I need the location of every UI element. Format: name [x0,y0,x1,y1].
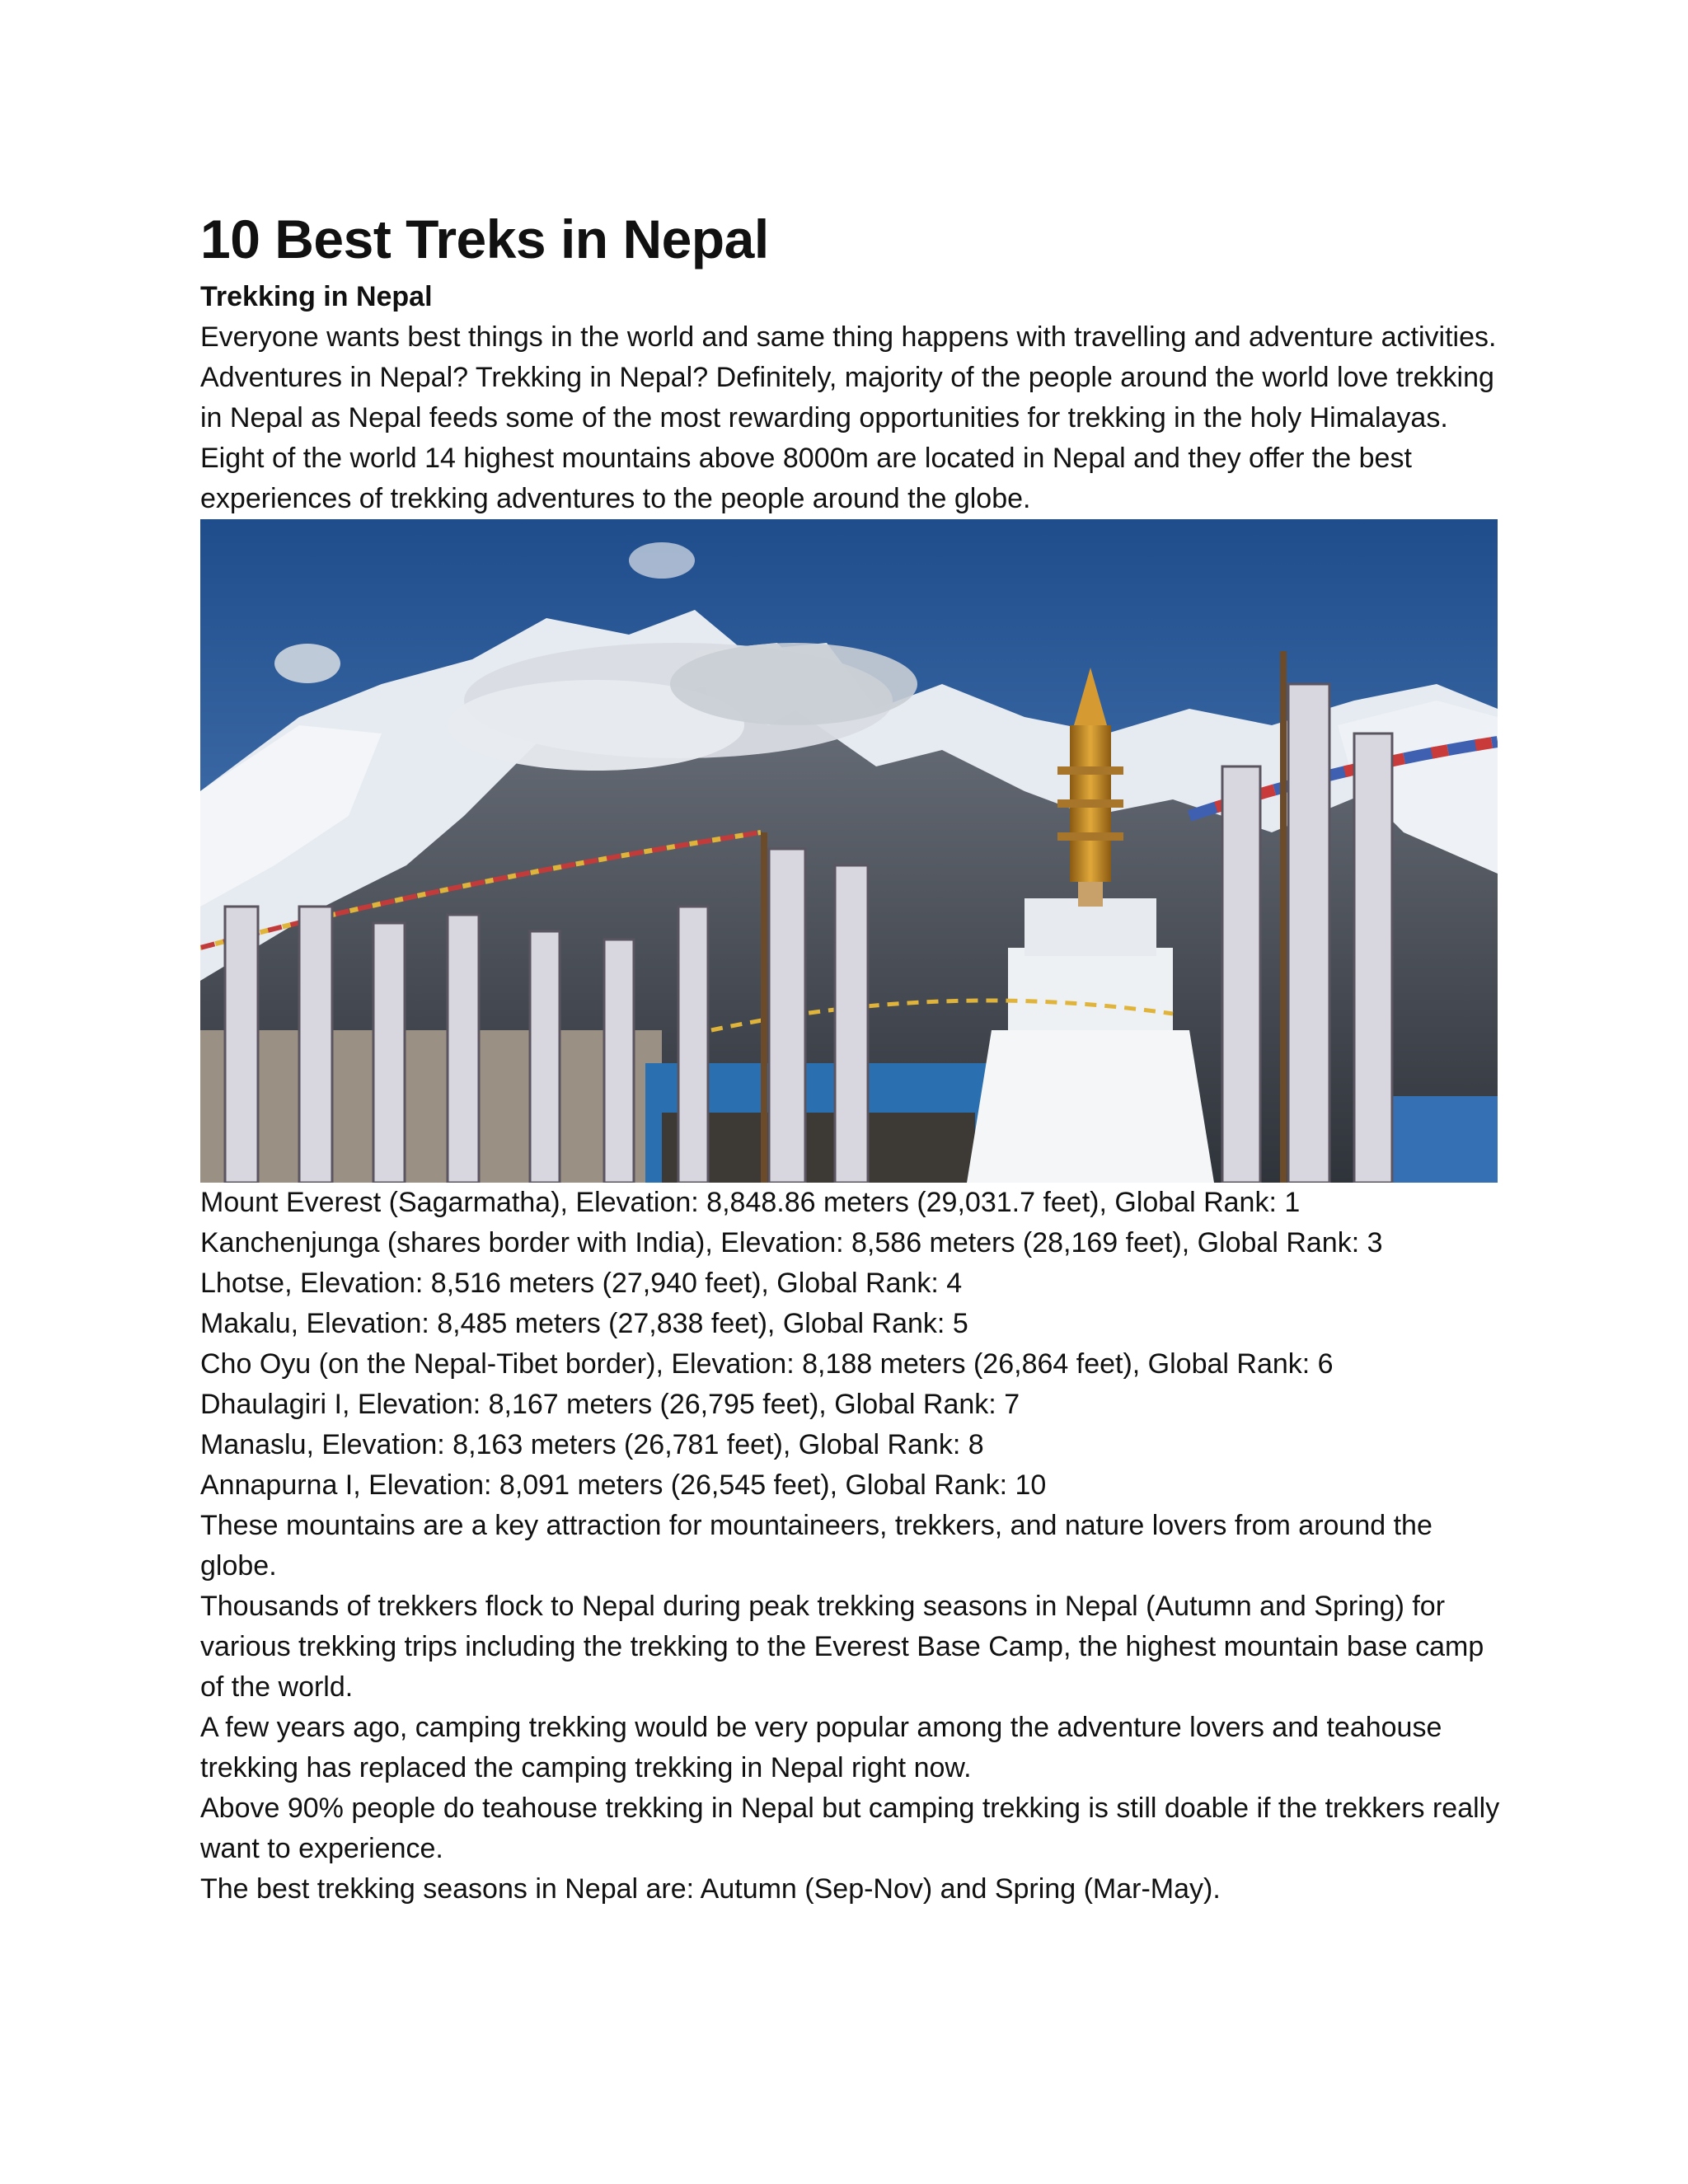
intro-paragraph: Everyone wants best things in the world and same thing happens with travelling and adventure activities. [200,321,1497,353]
body-paragraph: These mountains are a key attraction for mountaineers, trekkers, and nature lovers from around the globe. [200,1510,1432,1582]
body-paragraph: Thousands of trekkers flock to Nepal during peak trekking seasons in Nepal (Autumn and Spring) for various trekking trips including the trekking to the Everest Base Camp, the highest mountain base camp of the world. [200,1591,1484,1703]
list-item: Manaslu, Elevation: 8,163 meters (26,781 feet), Global Rank: 8 [200,1429,984,1460]
body-paragraph: Above 90% people do teahouse trekking in Nepal but camping trekking is still doable if the trekkers really want to experience. [200,1793,1500,1864]
intro-paragraph: Eight of the world 14 highest mountains above 8000m are located in Nepal and they offer the best experiences of trekking adventures to the people around the globe. [200,443,1412,514]
section-subtitle: Trekking in Nepal [200,281,433,312]
list-item: Dhaulagiri I, Elevation: 8,167 meters (26,795 feet), Global Rank: 7 [200,1389,1020,1420]
list-item: Kanchenjunga (shares border with India), Elevation: 8,586 meters (28,169 feet), Global Rank: 3 [200,1227,1383,1258]
document-page [200,206,1503,1910]
list-item: Cho Oyu (on the Nepal-Tibet border), Elevation: 8,188 meters (26,864 feet), Global Rank: 6 [200,1348,1334,1380]
list-item: Makalu, Elevation: 8,485 meters (27,838 feet), Global Rank: 5 [200,1308,968,1339]
himalaya-stupa-photo [200,519,1498,1183]
list-item: Annapurna I, Elevation: 8,091 meters (26,545 feet), Global Rank: 10 [200,1469,1047,1501]
intro-paragraph: Adventures in Nepal? Trekking in Nepal? Definitely, majority of the people around the world love trekking in Nepal as Nepal feeds some of the most rewarding opportunities for trekking in the holy Himalayas. [200,362,1494,434]
mountain-list [200,1183,1503,1506]
list-item: Lhotse, Elevation: 8,516 meters (27,940 feet), Global Rank: 4 [200,1268,963,1299]
page-title: 10 Best Treks in Nepal [200,209,769,269]
body-paragraph: The best trekking seasons in Nepal are: Autumn (Sep-Nov) and Spring (Mar-May). [200,1873,1221,1905]
list-item: Mount Everest (Sagarmatha), Elevation: 8,848.86 meters (29,031.7 feet), Global Rank: 1 [200,1187,1301,1218]
body-paragraph: A few years ago, camping trekking would be very popular among the adventure lovers and teahouse trekking has replaced the camping trekking in Nepal right now. [200,1712,1442,1783]
